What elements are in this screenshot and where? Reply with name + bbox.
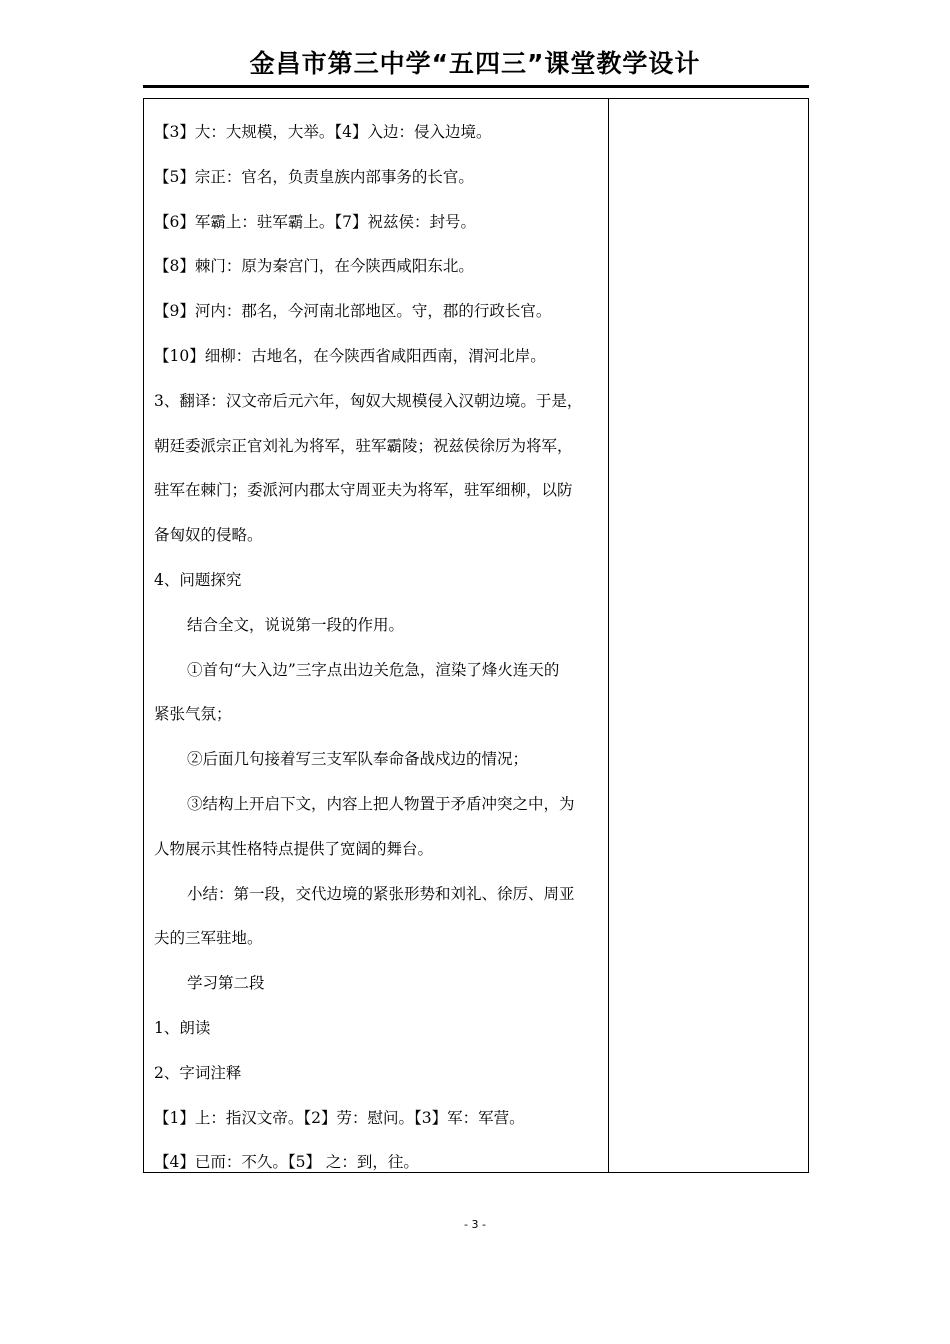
text-line: 朝廷委派宗正官刘礼为将军，驻军霸陵；祝兹侯徐厉为将军， xyxy=(154,436,573,455)
page-title: 金昌市第三中学“五四三”课堂教学设计 xyxy=(249,49,701,78)
text-line: 2、字词注释 xyxy=(154,1063,242,1082)
text-line: 【9】河内：郡名，今河南北部地区。守，郡的行政长官。 xyxy=(154,302,552,321)
lesson-content xyxy=(154,110,610,1185)
text-line: ②后面几句接着写三支军队奉命备战戍边的情况； xyxy=(187,750,529,769)
header-rule xyxy=(143,85,809,88)
text-line: 学习第二段 xyxy=(187,974,265,993)
text-line: 人物展示其性格特点提供了宽阔的舞台。 xyxy=(154,839,434,858)
text-line: ③结构上开启下文，内容上把人物置于矛盾冲突之中，为 xyxy=(187,794,575,813)
text-line: ①首句“大入边”三字点出边关危急，渲染了烽火连天的 xyxy=(187,660,560,679)
text-line: 【8】棘门：原为秦宫门，在今陕西咸阳东北。 xyxy=(154,257,474,276)
text-line: 驻军在棘门；委派河内郡太守周亚夫为将军，驻军细柳，以防 xyxy=(154,481,573,500)
text-line: 小结：第一段，交代边境的紧张形势和刘礼、徐厉、周亚 xyxy=(187,884,575,903)
page-number: - 3 - xyxy=(464,1218,486,1231)
text-line: 结合全文，说说第一段的作用。 xyxy=(187,615,405,634)
text-line: 备匈奴的侵略。 xyxy=(154,526,263,545)
text-line: 1、朗读 xyxy=(154,1018,211,1037)
text-line: 4、问题探究 xyxy=(154,570,242,589)
text-line: 【1】上：指汉文帝。【2】劳：慰问。【3】军：军营。 xyxy=(154,1108,525,1127)
text-line: 3、翻译：汉文帝后元六年，匈奴大规模侵入汉朝边境。于是， xyxy=(154,391,583,410)
text-line: 【10】细柳：古地名，在今陕西省咸阳西南，渭河北岸。 xyxy=(154,346,546,365)
text-line: 紧张气氛； xyxy=(154,705,232,724)
text-line: 【3】大：大规模，大举。【4】入边：侵入边境。 xyxy=(154,123,492,141)
text-line: 【4】已而：不久。【5】 之：到，往。 xyxy=(154,1153,419,1172)
text-line: 夫的三军驻地。 xyxy=(154,929,263,948)
lesson-table xyxy=(143,98,809,1173)
text-line: 【5】宗正：官名，负责皇族内部事务的长官。 xyxy=(154,167,474,186)
text-line: 【6】军霸上：驻军霸上。【7】祝兹侯：封号。 xyxy=(154,212,476,231)
